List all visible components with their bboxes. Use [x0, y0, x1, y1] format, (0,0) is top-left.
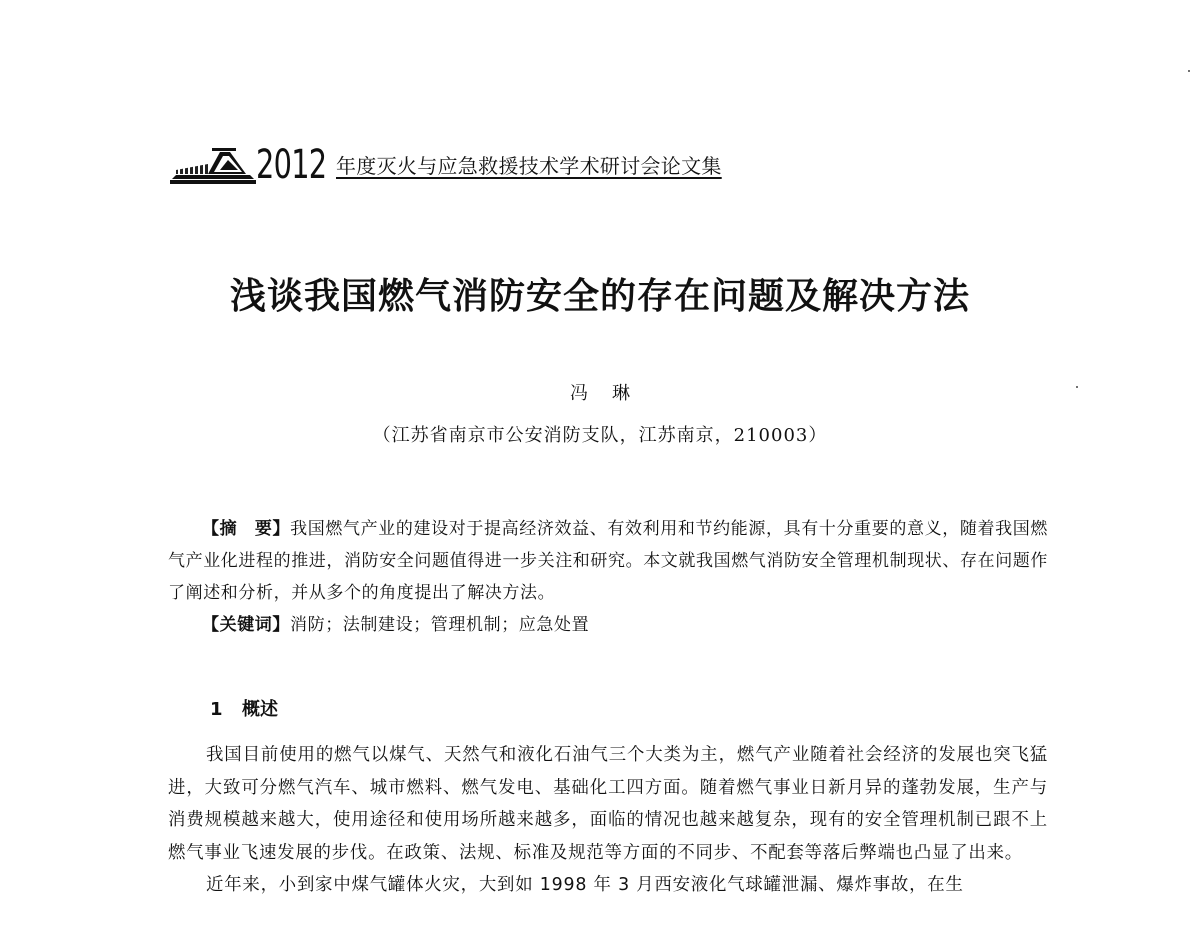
paper-title: 浅谈我国燃气消防安全的存在问题及解决方法	[229, 275, 970, 317]
section-body	[168, 739, 1048, 902]
keywords-label: 【关键词】	[202, 615, 290, 635]
author-affiliation: （江苏省南京市公安消防支队，江苏南京，210003）	[372, 425, 828, 446]
keywords	[168, 609, 1048, 641]
keywords-text: 消防；法制建设；管理机制；应急处置	[290, 615, 590, 635]
section-title: 概述	[242, 699, 278, 720]
abstract-text: 我国燃气产业的建设对于提高经济效益、有效利用和节约能源，具有十分重要的意义，随着我国燃气产业化进程的推进，消防安全问题值得进一步关注和研究。本文就我国燃气消防安全管理机制现状、存在问题作了阐述和分析，并从多个的角度提出了解决方法。	[168, 519, 1048, 603]
abstract	[168, 513, 1048, 609]
conference-logo-icon	[168, 142, 258, 186]
section-number: 1	[210, 699, 223, 720]
abstract-label: 【摘 要】	[202, 519, 291, 539]
scan-speck	[1076, 386, 1078, 388]
running-header	[168, 136, 722, 186]
header-series-title: 年度灭火与应急救援技术学术研讨会论文集	[336, 154, 722, 178]
keywords-paragraph	[168, 609, 1048, 641]
header-year: 2012	[256, 142, 327, 188]
abstract-paragraph	[168, 513, 1048, 609]
scan-speck	[1188, 70, 1190, 72]
body-paragraph: 我国目前使用的燃气以煤气、天然气和液化石油气三个大类为主，燃气产业随着社会经济的发展也突飞猛进，大致可分燃气汽车、城市燃料、燃气发电、基础化工四方面。随着燃气事业日新月异的蓬勃发展，生产与消费规模越来越大，使用途径和使用场所越来越多，面临的情况也越来越复杂，现有的安全管理机制已跟不上燃气事业飞速发展的步伐。在政策、法规、标准及规范等方面的不同步、不配套等落后弊端也凸显了出来。	[168, 745, 1048, 863]
body-paragraph: 近年来，小到家中煤气罐体火灾，大到如 1998 年 3 月西安液化气球罐泄漏、爆炸事故，在生	[206, 875, 964, 895]
section-heading	[210, 694, 278, 726]
author-name: 冯琳	[570, 383, 654, 404]
